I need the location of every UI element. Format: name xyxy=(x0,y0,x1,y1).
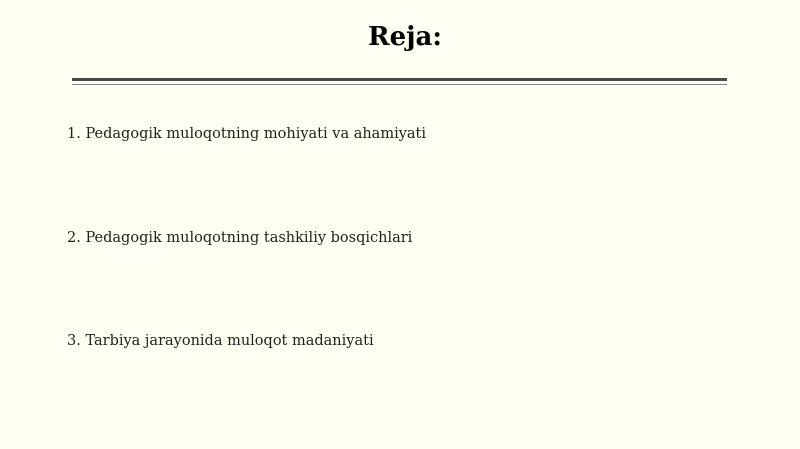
title-divider-thin xyxy=(72,84,727,85)
plan-item-2: 2. Pedagogik muloqotning tashkiliy bosqichlari xyxy=(67,230,413,246)
title-divider-thick xyxy=(72,78,727,81)
plan-item-3: 3. Tarbiya jarayonida muloqot madaniyati xyxy=(67,333,374,349)
plan-item-1: 1. Pedagogik muloqotning mohiyati va ahamiyati xyxy=(67,126,427,142)
slide-title: Reja: xyxy=(367,22,442,52)
